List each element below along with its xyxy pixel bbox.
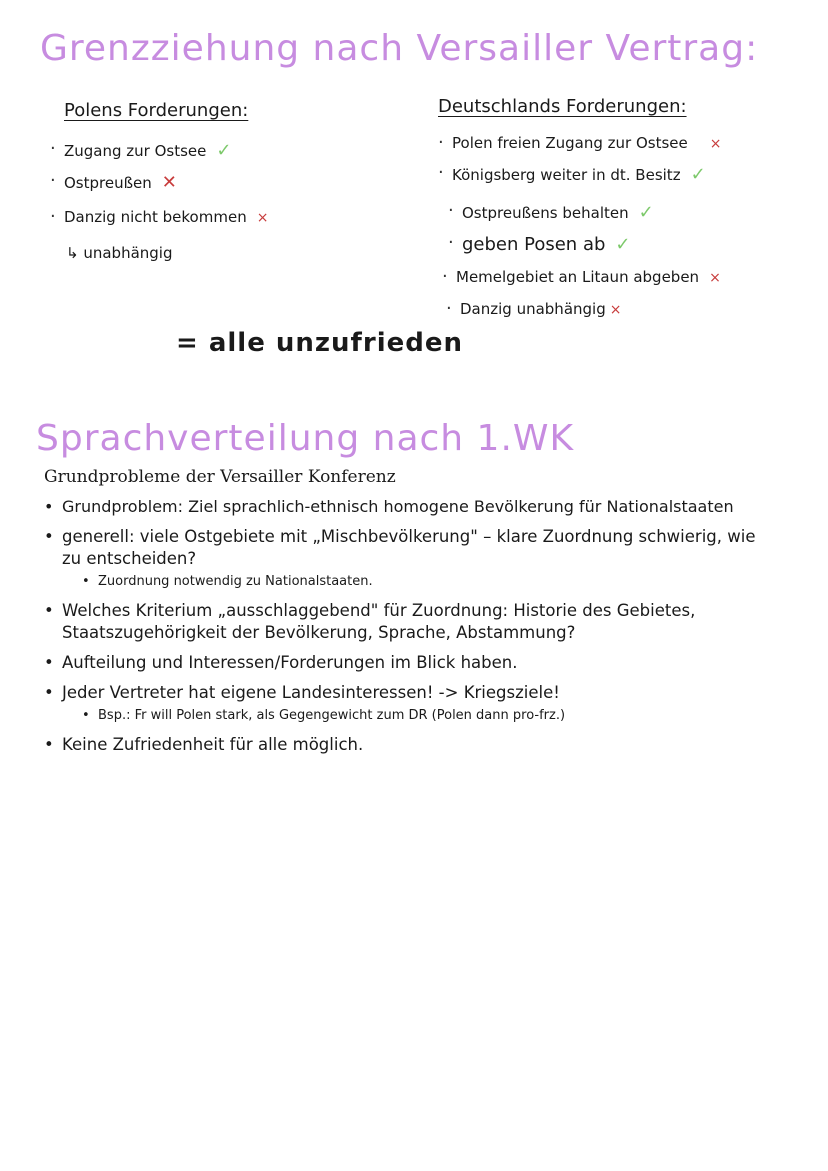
cross-icon: × bbox=[709, 136, 722, 152]
list-item: • Grundproblem: Ziel sprachlich-ethnisch homogene Bevölkerung für Nationalstaaten bbox=[42, 496, 812, 518]
deutschland-item bbox=[452, 164, 706, 185]
check-icon: ✓ bbox=[690, 164, 706, 185]
conclusion: = alle unzufrieden bbox=[176, 328, 463, 358]
check-icon: ✓ bbox=[216, 140, 232, 161]
deutschland-item bbox=[462, 234, 631, 255]
polen-item bbox=[64, 208, 268, 226]
cross-icon: × bbox=[709, 270, 721, 286]
list-item: • Bsp.: Fr will Polen stark, als Gegengewicht zum DR (Polen dann pro-frz.) bbox=[42, 706, 812, 726]
notes-list bbox=[42, 496, 812, 756]
deutschland-item bbox=[452, 134, 722, 152]
polen-note: ↳ unabhängig bbox=[66, 244, 173, 262]
list-item: • generell: viele Ostgebiete mit „Mischbevölkerung" – klare Zuordnung schwierig, wie zu entscheiden? bbox=[42, 526, 812, 570]
deutschland-item-text: Königsberg weiter in dt. Besitz bbox=[452, 166, 681, 184]
polen-item-text: Zugang zur Ostsee bbox=[64, 142, 207, 160]
list-item: • Zuordnung notwendig zu Nationalstaaten. bbox=[42, 572, 812, 592]
section-title: Sprachverteilung nach 1.WK bbox=[36, 418, 575, 459]
list-item: • Aufteilung und Interessen/Forderungen im Blick haben. bbox=[42, 652, 812, 674]
list-item: • Welches Kriterium „ausschlaggebend" für Zuordnung: Historie des Gebietes, Staatszugehörigkeit der Bevölkerung, Sprache, Abstammung? bbox=[42, 600, 812, 644]
list-item: • Keine Zufriedenheit für alle möglich. bbox=[42, 734, 812, 756]
deutschland-item-text: Ostpreußens behalten bbox=[462, 204, 629, 222]
section-subtitle: Grundprobleme der Versailler Konferenz bbox=[44, 467, 396, 487]
deutschland-item bbox=[456, 268, 721, 286]
deutschland-item-text: Memelgebiet an Litaun abgeben bbox=[456, 268, 700, 286]
deutschland-item-text: Danzig unabhängig bbox=[460, 300, 606, 318]
polen-item-text: Danzig nicht bekommen bbox=[64, 208, 247, 226]
cross-icon: × bbox=[256, 210, 269, 226]
check-icon: ✓ bbox=[615, 234, 631, 255]
polen-item-text: Ostpreußen bbox=[64, 174, 152, 192]
deutschland-heading: Deutschlands Forderungen: bbox=[438, 96, 687, 117]
deutschland-item-text: geben Posen ab bbox=[462, 234, 606, 255]
polen-item bbox=[64, 140, 231, 161]
page-title: Grenzziehung nach Versailler Vertrag: bbox=[40, 28, 759, 69]
check-icon: ✓ bbox=[638, 202, 654, 223]
polen-heading: Polens Forderungen: bbox=[64, 100, 249, 121]
deutschland-item bbox=[462, 202, 654, 223]
deutschland-item bbox=[460, 300, 621, 318]
cross-icon: ✕ bbox=[161, 172, 177, 193]
polen-item bbox=[64, 172, 177, 193]
deutschland-item-text: Polen freien Zugang zur Ostsee bbox=[452, 134, 688, 152]
list-item: • Jeder Vertreter hat eigene Landesinteressen! -> Kriegsziele! bbox=[42, 682, 812, 704]
cross-icon: × bbox=[609, 302, 622, 318]
